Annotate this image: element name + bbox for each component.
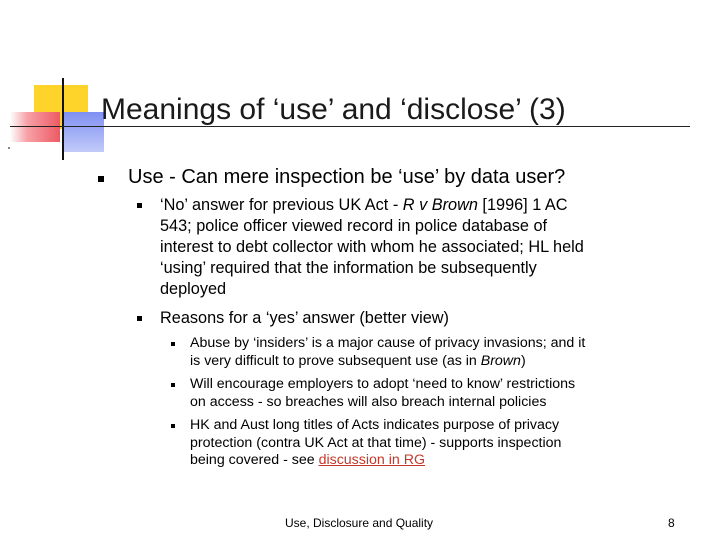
point-no-line: interest to debt collector with whom he associated; HL held: [160, 238, 584, 256]
discussion-link[interactable]: discussion in RG: [318, 452, 426, 468]
decorative-vertical-line: [62, 78, 64, 160]
case-name: R v Brown: [402, 196, 478, 214]
reason-line: protection (contra UK Act at that time) - supports inspection: [190, 434, 562, 451]
decorative-blue-square: [62, 112, 104, 152]
reason-1: [190, 335, 710, 370]
text-run: ‘No’ answer for previous UK Act -: [160, 196, 403, 214]
reason-line: [190, 353, 710, 371]
point-yes-answer: [160, 308, 700, 329]
reason-line: Will encourage employers to adopt ‘need to know’ restrictions: [190, 376, 576, 392]
decorative-red-bar: [10, 112, 60, 142]
bullet-square-icon: [171, 383, 175, 387]
reason-2: [190, 376, 710, 411]
reason-line: [190, 452, 710, 470]
page-number: 8: [668, 516, 675, 530]
case-name: Brown: [480, 352, 521, 369]
reason-3: [190, 417, 710, 470]
point-no-answer: [160, 195, 700, 300]
reason-line: Abuse by ‘insiders’ is a major cause of privacy invasions; and it: [190, 335, 586, 351]
slide-title: Meanings of ‘use’ and ‘disclose’ (3): [101, 93, 566, 126]
point-no-line: [160, 195, 700, 216]
point-no-line: ‘using’ required that the information be subsequently: [160, 259, 537, 277]
point-yes-line: Reasons for a ‘yes’ answer (better view): [160, 309, 449, 327]
bullet-square-icon: [171, 424, 175, 428]
point-no-line: deployed: [160, 280, 227, 298]
level1-point: Use - Can mere inspection be ‘use’ by data user?: [128, 166, 566, 188]
bullet-square-icon: [171, 342, 175, 346]
text-run: is very difficult to prove subsequent use (as in: [190, 352, 481, 369]
bullet-square-icon: [98, 176, 104, 182]
reason-line: HK and Aust long titles of Acts indicates purpose of privacy: [190, 417, 560, 433]
text-run: being covered - see: [190, 452, 319, 468]
slide-footer: Use, Disclosure and Quality: [285, 516, 434, 530]
point-no-line: 543; police officer viewed record in police database of: [160, 217, 548, 235]
reason-line: on access - so breaches will also breach internal policies: [190, 393, 547, 410]
decorative-dot: [8, 147, 10, 149]
text-run: ): [520, 352, 526, 369]
text-run: [1996] 1 AC: [477, 196, 568, 214]
bullet-square-icon: [137, 203, 142, 208]
bullet-square-icon: [137, 316, 142, 321]
